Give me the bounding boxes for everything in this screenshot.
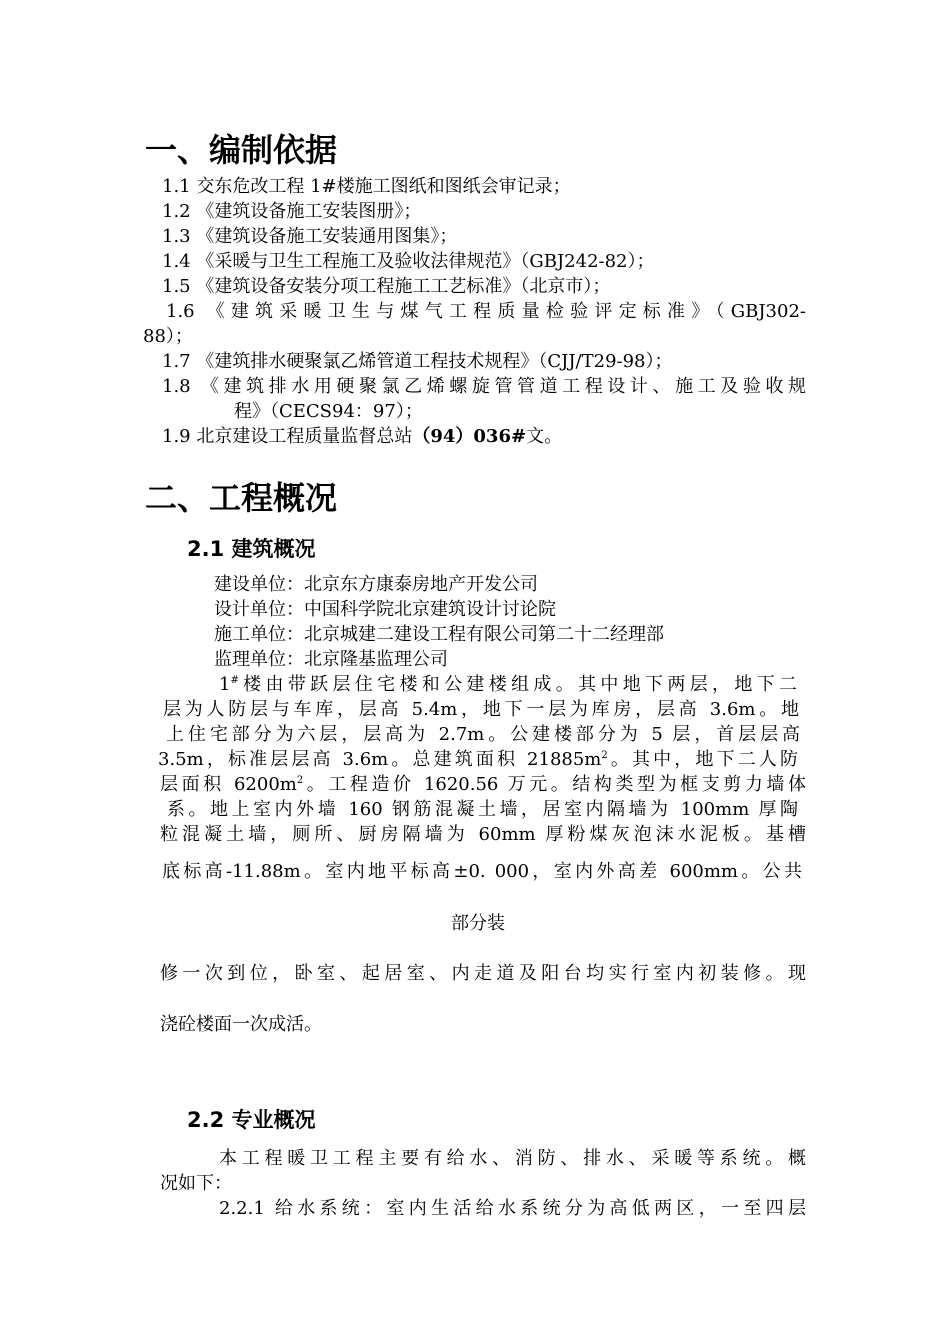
basis-item-1-1: 1.1 交东危改工程 1#楼施工图纸和图纸会审记录； (162, 176, 571, 197)
specialty-para-line-1: 本工程暖卫工程主要有给水、消防、排水、采暖等系统。概 (219, 1148, 806, 1169)
basis-item-1-2: 1.2 《建筑设备施工安装图册》； (162, 201, 422, 222)
basis-item-1-9-suffix: 文。 (526, 426, 563, 447)
building-para-line-5: 层面积 $6200m^2$。工程造价 1620.56 万元。结构类型为框支剪力墙体 (160, 774, 806, 795)
building-para-line-2: 层为人防层与车库，层高 5.4m，地下一层为库房，层高 3.6m。地 (163, 699, 799, 720)
unit-designer: 设计单位：中国科学院北京建筑设计讨论院 (214, 599, 556, 620)
subsection-heading-building: 2.1 建筑概况 (187, 537, 316, 561)
basis-item-1-6: 1.6 《建筑采暖卫生与煤气工程质量检验评定标准》（GBJ302- (166, 301, 806, 322)
unit-construction-owner: 建设单位：北京东方康泰房地产开发公司 (214, 574, 538, 595)
specialty-para-line-3: 2.2.1 给水系统：室内生活给水系统分为高低两区，一至四层 (219, 1198, 806, 1219)
building-para-line-8: 底标高-11.88m。室内地平标高±0. 000，室内外高差 600mm。公共 (162, 861, 802, 882)
unit-contractor: 施工单位：北京城建二建设工程有限公司第二十二经理部 (214, 624, 664, 645)
basis-item-1-9 (162, 425, 562, 449)
basis-item-1-8-cont: 程》（CECS94：97）； (234, 401, 423, 422)
building-para-line-9: 部分装 (451, 913, 505, 934)
section-heading-overview: 二、工程概况 (145, 479, 338, 517)
building-para-line-1: 1#楼由带跃层住宅楼和公建楼组成。其中地下两层，地下二 (219, 674, 797, 695)
basis-item-1-9-prefix: 1.9 北京建设工程质量监督总站 (162, 426, 413, 447)
basis-item-1-4: 1.4 《采暖与卫生工程施工及验收法律规范》（GBJ242-82）； (162, 251, 655, 272)
building-para-line-10: 修一次到位，卧室、起居室、内走道及阳台均实行室内初装修。现 (160, 963, 806, 984)
basis-item-1-9-doc-number: （94）036# (412, 426, 527, 447)
specialty-para-line-2: 况如下： (160, 1173, 232, 1194)
unit-supervisor: 监理单位：北京隆基监理公司 (214, 649, 448, 670)
basis-item-1-5: 1.5 《建筑设备安装分项工程施工工艺标准》（北京市）； (162, 276, 611, 297)
building-para-line-3: 上住宅部分为六层，层高为 2.7m。公建楼部分为 5 层，首层层高 (166, 724, 800, 745)
building-para-line-11: 浇砼楼面一次成活。 (160, 1014, 322, 1035)
basis-item-1-7: 1.7 《建筑排水硬聚氯乙烯管道工程技术规程》（CJJ/T29-98）； (162, 351, 673, 372)
basis-item-1-3: 1.3 《建筑设备施工安装通用图集》； (162, 226, 458, 247)
basis-item-1-8: 1.8 《建筑排水用硬聚氯乙烯螺旋管管道工程设计、施工及验收规 (162, 376, 806, 397)
building-para-line-4: 3.5m，标准层层高 3.6m。总建筑面积 $21885m^2$。其中，地下二人防 (158, 749, 798, 770)
subsection-heading-specialty: 2.2 专业概况 (187, 1108, 316, 1132)
building-para-line-7: 粒混凝土墙，厕所、厨房隔墙为 60mm 厚粉煤灰泡沫水泥板。基槽 (160, 824, 806, 845)
building-para-line-6: 系。地上室内外墙 160 钢筋混凝土墙，居室内隔墙为 100mm 厚陶 (167, 799, 798, 820)
section-heading-basis: 一、编制依据 (145, 131, 338, 169)
basis-item-1-6-cont: 88）； (143, 326, 193, 347)
